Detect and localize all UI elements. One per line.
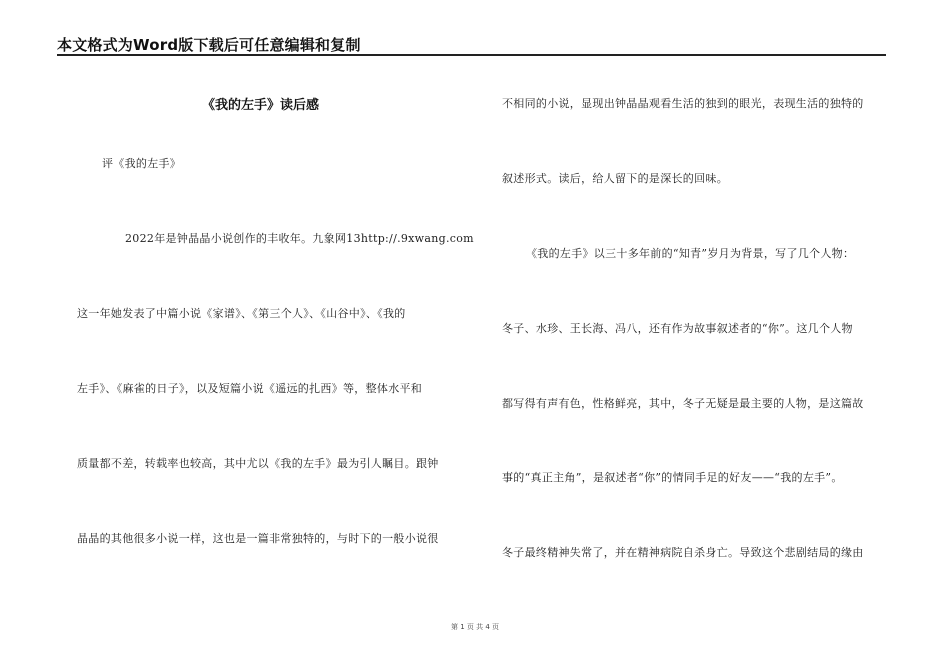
- page-number: 第 1 页 共 4 页: [450, 623, 500, 631]
- left-line-6: 晶晶的其他很多小说一样，这也是一篇非常独特的，与时下的一般小说很: [77, 532, 439, 545]
- right-line-4: 冬子、水珍、王长海、冯八，还有作为故事叙述者的“你”。这几个人物: [502, 322, 853, 335]
- right-line-2: 叙述形式。读后，给人留下的是深长的回味。: [502, 172, 728, 185]
- right-line-6: 事的“真正主角”，是叙述者“你”的情同手足的好友——“我的左手”。: [502, 471, 843, 484]
- right-line-5: 都写得有声有色，性格鲜亮，其中，冬子无疑是最主要的人物，是这篇故: [502, 397, 864, 410]
- document-banner: 本文格式为Word版下载后可任意编辑和复制: [57, 36, 361, 54]
- right-line-7: 冬子最终精神失常了，并在精神病院自杀身亡。导致这个悲剧结局的缘由: [502, 546, 864, 559]
- header-divider: [57, 54, 886, 56]
- left-line-1: 评《我的左手》: [102, 157, 182, 170]
- right-line-1: 不相同的小说，显现出钟晶晶观看生活的独到的眼光，表现生活的独特的: [502, 97, 864, 110]
- document-title: 《我的左手》读后感: [202, 98, 320, 113]
- left-line-3: 这一年她发表了中篇小说《家谱》、《第三个人》、《山谷中》、《我的: [77, 307, 406, 320]
- left-line-5: 质量都不差，转载率也较高，其中尤以《我的左手》最为引人瞩目。跟钟: [77, 457, 439, 470]
- right-line-3: 《我的左手》以三十多年前的“知青”岁月为背景，写了几个人物：: [526, 247, 855, 260]
- left-line-2: 2022年是钟晶晶小说创作的丰收年。九象网13http://.9xwang.com: [125, 232, 474, 245]
- left-line-4: 左手》、《麻雀的日子》，以及短篇小说《遥远的扎西》等，整体水平和: [77, 382, 423, 395]
